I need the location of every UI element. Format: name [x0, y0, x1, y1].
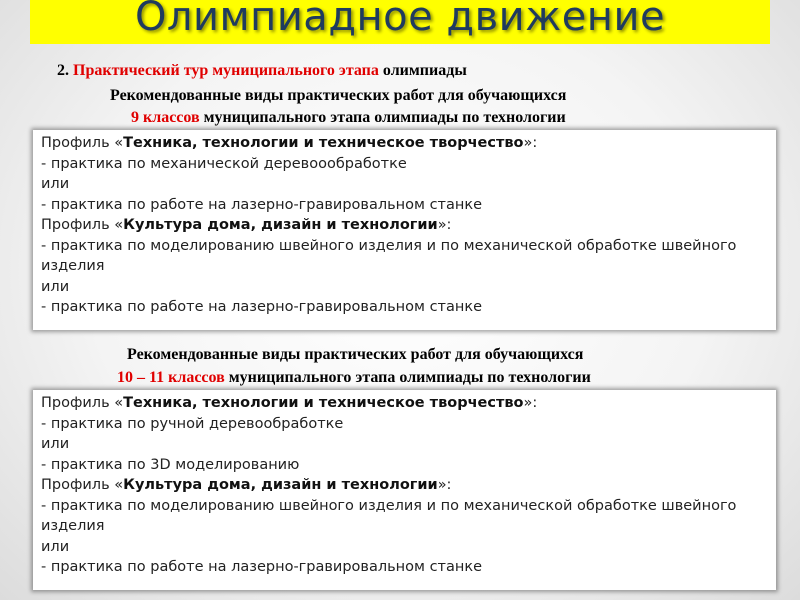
- practice-item-continued: изделия: [41, 518, 105, 534]
- or-separator: или: [41, 436, 70, 452]
- profile-prefix: Профиль «: [41, 477, 124, 493]
- practice-item: - практика по работе на лазерно-гравировальном станке: [41, 196, 483, 213]
- profile-prefix: Профиль «: [41, 135, 124, 151]
- tour-heading-number: 2.: [57, 62, 73, 79]
- profile-name: Техника, технологии и техническое творчество: [123, 135, 524, 151]
- profile-prefix: Профиль «: [41, 217, 124, 233]
- scan-document-9-grade: [33, 130, 776, 330]
- profile-name: Культура дома, дизайн и технологии: [123, 217, 438, 233]
- or-separator: или: [41, 176, 70, 192]
- profile-prefix: Профиль «: [41, 395, 124, 411]
- or-separator: или: [41, 538, 70, 555]
- scan-document-10-11-grade: [33, 390, 776, 590]
- section1-heading-line1: Рекомендованные виды практических работ для обучающихся: [110, 87, 567, 104]
- section2-heading-rest: муниципального этапа олимпиады по технологии: [224, 369, 591, 386]
- tour-heading-highlight: Практический тур муниципального этапа: [73, 62, 379, 79]
- practice-item: - практика по работе на лазерно-гравировальном станке: [41, 559, 483, 575]
- tour-heading: [57, 62, 467, 80]
- practice-item: - практика по механической деревоообработке: [41, 155, 407, 172]
- profile-suffix: »:: [523, 395, 538, 411]
- profile-name: Культура дома, дизайн и технологии: [123, 477, 438, 493]
- profile-suffix: »:: [437, 477, 452, 493]
- practice-item: - практика по ручной деревообработке: [41, 415, 344, 432]
- section1-heading-rest: муниципального этапа олимпиады по технологии: [199, 109, 566, 126]
- profile-culture-line: [41, 215, 768, 236]
- profile-suffix: »:: [437, 217, 452, 233]
- profile-culture-line: [41, 475, 768, 496]
- slide-title: Олимпиадное движение: [134, 0, 666, 40]
- practice-item: - практика по моделированию швейного изделия и по механической обработке швейного: [41, 237, 737, 254]
- profile-suffix: »:: [523, 135, 538, 151]
- section2-heading-line1: Рекомендованные виды практических работ для обучающихся: [127, 346, 584, 363]
- practice-item: - практика по моделированию швейного изделия и по механической обработке швейного: [41, 497, 737, 514]
- practice-item: - практика по работе на лазерно-гравировальном станке: [41, 299, 483, 315]
- profile-tech-line: [41, 393, 768, 414]
- practice-item: - практика по 3D моделированию: [41, 456, 300, 473]
- profile-tech-line: [41, 133, 768, 154]
- section2-grade: 10 – 11 классов: [117, 369, 225, 386]
- section1-heading-line2: [131, 109, 566, 127]
- section2-heading-line2: [117, 369, 591, 387]
- practice-item-continued: изделия: [41, 258, 105, 274]
- section1-grade: 9 классов: [131, 109, 200, 126]
- profile-name: Техника, технологии и техническое творчество: [123, 395, 524, 411]
- tour-heading-rest: олимпиады: [378, 62, 467, 79]
- or-separator: или: [41, 278, 70, 295]
